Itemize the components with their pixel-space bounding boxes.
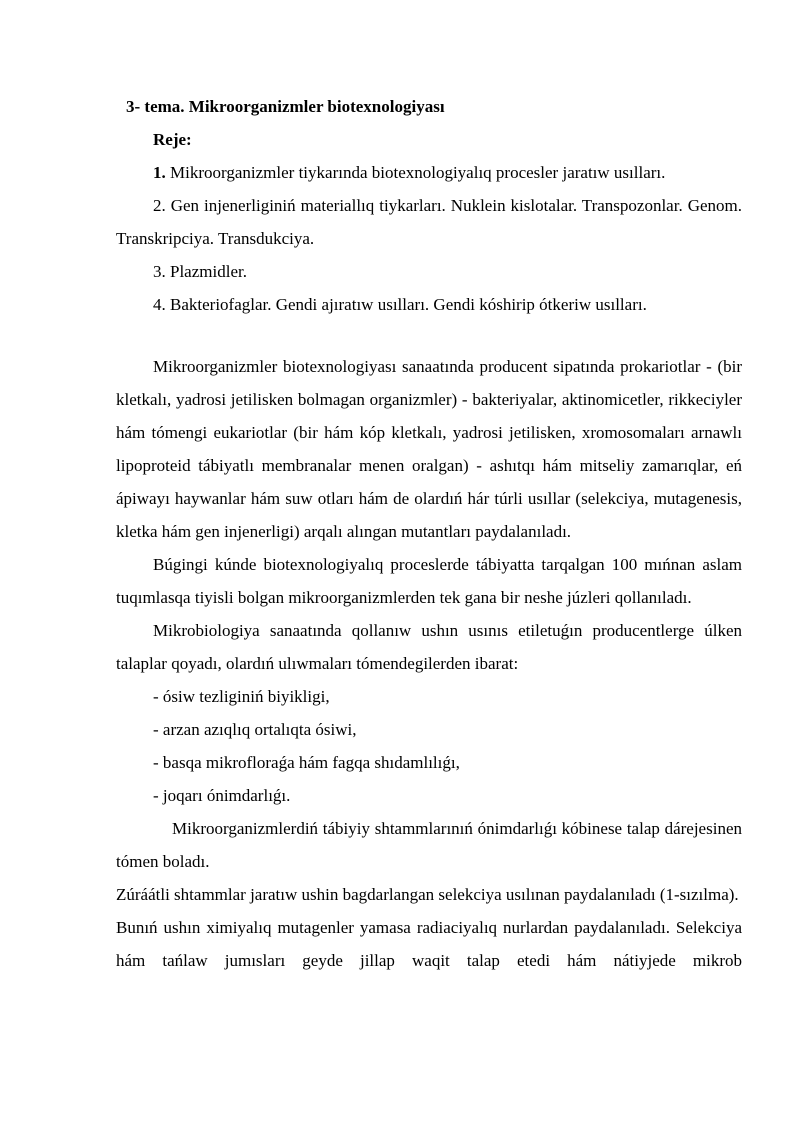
list-item-2: - arzan azıqlıq ortalıqta ósiwi,: [153, 720, 357, 739]
plan-item-1-number: 1.: [153, 163, 166, 182]
plan-item-2: 2. Gen injenerliginiń materiallıq tiykarları. Nuklein kislotalar. Transpozonlar. Genom. Transkripciya. Transdukciya.: [116, 196, 742, 248]
plan-item-3: 3. Plazmidler.: [153, 262, 247, 281]
paragraph-5: Zúráátli shtammlar jaratıw ushin bagdarlangan selekciya usılınan paydalanıladı (1-sızılma).: [116, 885, 739, 904]
plan-item-4: 4. Bakteriofaglar. Gendi ajıratıw usılları. Gendi kóshirip ótkeriw usılları.: [153, 295, 647, 314]
plan-label: Reje:: [153, 130, 192, 149]
plan-item-1: [116, 156, 742, 189]
section-gap: [116, 321, 742, 350]
list-item-1: - ósiw tezliginiń biyikligi,: [153, 687, 330, 706]
paragraph-3: Mikrobiologiya sanaatında qollanıw ushın usınıs etiletuǵın producentlerge úlken talaplar qoyadı, olardıń ulıwmaları tómendegilerden ibarat:: [116, 621, 742, 673]
list-item-3: - basqa mikrofloraǵa hám fagqa shıdamlılıǵı,: [153, 753, 460, 772]
plan-item-1-text: Mikroorganizmler tiykarında biotexnologiyalıq procesler jaratıw usılları.: [165, 163, 666, 182]
paragraph-4: Mikroorganizmlerdiń tábiyiy shtammlarınıń ónimdarlıǵı kóbinese talap dárejesinen tómen boladı.: [116, 819, 742, 871]
list-item-4: - joqarı ónimdarlıǵı.: [153, 786, 291, 805]
paragraph-1: Mikroorganizmler biotexnologiyası sanaatında producent sipatında prokariotlar - (bir kletkalı, yadrosi jetilisken bolmagan organizmler) - bakteriyalar, aktinomicetler, rikkeciyler hám tómengi eukariotlar (bir hám kóp kletkalı, yadrosi jetilisken, xromosomaları arnawlı lipoproteid tábiyatlı membranalar menen oralgan) - ashıtqı hám mitseliy zamarıqlar, eń ápiwayı haywanlar hám suw otları hám de olardıń hár túrli usıllar (selekciya, mutagenesis, kletka hám gen injenerligi) arqalı alıngan mutantları paydalanıladı.: [116, 357, 742, 541]
paragraph-2: Búgingi kúnde biotexnologiyalıq proceslerde tábiyatta tarqalgan 100 mıńnan aslam tuqımlasqa tiyisli bolgan mikroorganizmlerden tek gana bir neshe júzleri qollanıladı.: [116, 555, 742, 607]
page-title: 3- tema. Mikroorganizmler biotexnologiyası: [126, 97, 445, 116]
paragraph-6: Bunıń ushın ximiyalıq mutagenler yamasa radiaciyalıq nurlardan paydalanıladı. Selekciya hám tańlaw jumısları geyde jillap waqit talap etedi hám nátiyjede mikrob: [116, 918, 742, 970]
